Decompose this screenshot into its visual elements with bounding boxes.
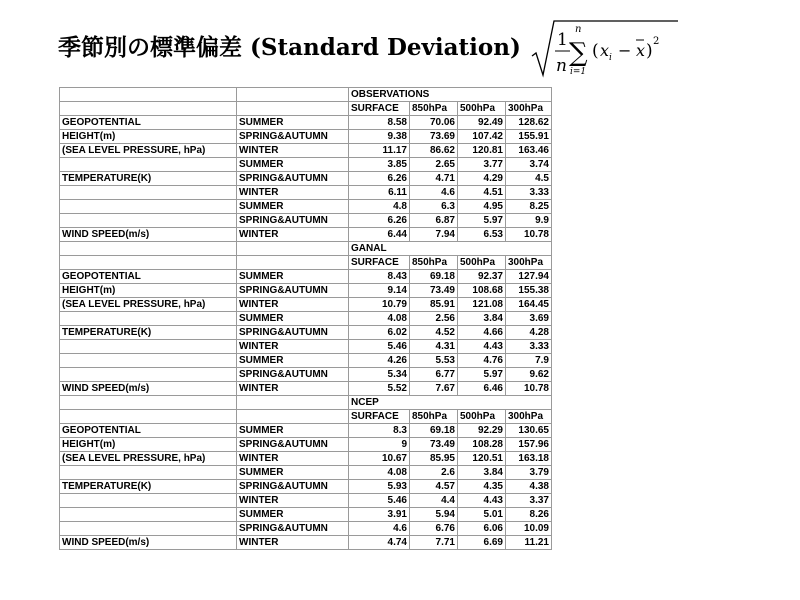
season-label: SUMMER [237, 424, 349, 438]
table-row [60, 228, 552, 242]
value-cell: 69.18 [410, 424, 458, 438]
value-cell: 4.43 [458, 494, 506, 508]
title-japanese: 季節別の標準偏差 [58, 35, 242, 61]
value-cell: 4.08 [349, 312, 410, 326]
value-cell: 2.6 [410, 466, 458, 480]
value-cell: 5.94 [410, 508, 458, 522]
value-cell: 11.17 [349, 144, 410, 158]
value-cell: 8.26 [506, 508, 552, 522]
value-cell: 8.3 [349, 424, 410, 438]
season-label: WINTER [237, 298, 349, 312]
value-cell: 7.71 [410, 536, 458, 550]
season-label: SPRING&AUTUMN [237, 326, 349, 340]
value-cell: 92.37 [458, 270, 506, 284]
formula-minus: − [618, 41, 632, 60]
blank-cell [237, 102, 349, 116]
value-cell: 5.97 [458, 368, 506, 382]
column-header: 500hPa [458, 256, 506, 270]
value-cell: 3.77 [458, 158, 506, 172]
season-label: WINTER [237, 144, 349, 158]
column-header-row [60, 102, 552, 116]
variable-label: WIND SPEED(m/s) [60, 536, 237, 550]
season-label: SPRING&AUTUMN [237, 172, 349, 186]
season-label: SUMMER [237, 116, 349, 130]
value-cell: 157.96 [506, 438, 552, 452]
section-title: NCEP [349, 396, 552, 410]
value-cell: 3.91 [349, 508, 410, 522]
value-cell: 4.28 [506, 326, 552, 340]
table-row [60, 116, 552, 130]
value-cell: 3.37 [506, 494, 552, 508]
value-cell: 7.67 [410, 382, 458, 396]
season-label: SPRING&AUTUMN [237, 438, 349, 452]
blank-cell [237, 410, 349, 424]
variable-label: GEOPOTENTIAL [60, 424, 237, 438]
value-cell: 4.38 [506, 480, 552, 494]
season-label: SUMMER [237, 270, 349, 284]
column-header: 300hPa [506, 410, 552, 424]
blank-cell [60, 256, 237, 270]
variable-label [60, 354, 237, 368]
table-row [60, 508, 552, 522]
column-header: SURFACE [349, 410, 410, 424]
blank-cell [60, 396, 237, 410]
table-row [60, 424, 552, 438]
value-cell: 2.56 [410, 312, 458, 326]
season-label: SUMMER [237, 354, 349, 368]
value-cell: 3.84 [458, 466, 506, 480]
value-cell: 8.58 [349, 116, 410, 130]
value-cell: 4.51 [458, 186, 506, 200]
variable-label: WIND SPEED(m/s) [60, 228, 237, 242]
formula-denominator: n [556, 56, 567, 76]
variable-label [60, 508, 237, 522]
section-title-row [60, 242, 552, 256]
table-row [60, 284, 552, 298]
value-cell: 73.49 [410, 438, 458, 452]
std-dev-table [59, 87, 552, 550]
value-cell: 3.69 [506, 312, 552, 326]
value-cell: 4.5 [506, 172, 552, 186]
value-cell: 155.91 [506, 130, 552, 144]
value-cell: 92.29 [458, 424, 506, 438]
table-row [60, 536, 552, 550]
column-header: 300hPa [506, 256, 552, 270]
value-cell: 73.69 [410, 130, 458, 144]
value-cell: 5.01 [458, 508, 506, 522]
table-row [60, 522, 552, 536]
season-label: SPRING&AUTUMN [237, 480, 349, 494]
value-cell: 5.52 [349, 382, 410, 396]
variable-label [60, 522, 237, 536]
value-cell: 6.02 [349, 326, 410, 340]
variable-label: (SEA LEVEL PRESSURE, hPa) [60, 144, 237, 158]
value-cell: 6.69 [458, 536, 506, 550]
variable-label [60, 340, 237, 354]
table-row [60, 354, 552, 368]
value-cell: 6.11 [349, 186, 410, 200]
variable-label: WIND SPEED(m/s) [60, 382, 237, 396]
table-row [60, 158, 552, 172]
blank-cell [237, 256, 349, 270]
value-cell: 4.66 [458, 326, 506, 340]
season-label: SPRING&AUTUMN [237, 368, 349, 382]
formula-exponent: 2 [653, 36, 660, 47]
value-cell: 3.33 [506, 186, 552, 200]
value-cell: 6.76 [410, 522, 458, 536]
variable-label: TEMPERATURE(K) [60, 326, 237, 340]
column-header-row [60, 256, 552, 270]
value-cell: 4.35 [458, 480, 506, 494]
value-cell: 2.65 [410, 158, 458, 172]
value-cell: 6.26 [349, 172, 410, 186]
value-cell: 9.14 [349, 284, 410, 298]
season-label: WINTER [237, 536, 349, 550]
value-cell: 70.06 [410, 116, 458, 130]
value-cell: 4.57 [410, 480, 458, 494]
value-cell: 6.87 [410, 214, 458, 228]
season-label: SUMMER [237, 312, 349, 326]
value-cell: 155.38 [506, 284, 552, 298]
formula-xi: x [600, 41, 610, 60]
value-cell: 4.6 [410, 186, 458, 200]
value-cell: 10.67 [349, 452, 410, 466]
value-cell: 8.25 [506, 200, 552, 214]
value-cell: 10.09 [506, 522, 552, 536]
value-cell: 4.95 [458, 200, 506, 214]
value-cell: 6.77 [410, 368, 458, 382]
section-title: GANAL [349, 242, 552, 256]
value-cell: 4.52 [410, 326, 458, 340]
value-cell: 120.81 [458, 144, 506, 158]
value-cell: 85.95 [410, 452, 458, 466]
value-cell: 9.38 [349, 130, 410, 144]
std-dev-formula [530, 18, 680, 80]
sum-upper-limit: n [575, 24, 582, 35]
season-label: WINTER [237, 340, 349, 354]
value-cell: 7.9 [506, 354, 552, 368]
value-cell: 3.74 [506, 158, 552, 172]
value-cell: 127.94 [506, 270, 552, 284]
section-title-row [60, 396, 552, 410]
value-cell: 120.51 [458, 452, 506, 466]
variable-label: (SEA LEVEL PRESSURE, hPa) [60, 452, 237, 466]
value-cell: 121.08 [458, 298, 506, 312]
blank-cell [60, 102, 237, 116]
column-header: 850hPa [410, 102, 458, 116]
value-cell: 5.34 [349, 368, 410, 382]
variable-label: HEIGHT(m) [60, 438, 237, 452]
season-label: WINTER [237, 228, 349, 242]
value-cell: 3.85 [349, 158, 410, 172]
value-cell: 85.91 [410, 298, 458, 312]
blank-cell [60, 242, 237, 256]
value-cell: 6.46 [458, 382, 506, 396]
value-cell: 5.46 [349, 494, 410, 508]
variable-label: HEIGHT(m) [60, 130, 237, 144]
column-header: 300hPa [506, 102, 552, 116]
blank-cell [60, 88, 237, 102]
variable-label [60, 466, 237, 480]
value-cell: 164.45 [506, 298, 552, 312]
value-cell: 9.62 [506, 368, 552, 382]
value-cell: 4.26 [349, 354, 410, 368]
variable-label: TEMPERATURE(K) [60, 172, 237, 186]
value-cell: 6.26 [349, 214, 410, 228]
season-label: WINTER [237, 382, 349, 396]
value-cell: 5.97 [458, 214, 506, 228]
variable-label [60, 186, 237, 200]
value-cell: 11.21 [506, 536, 552, 550]
value-cell: 9 [349, 438, 410, 452]
title-english: (Standard Deviation) [242, 34, 521, 61]
table-row [60, 298, 552, 312]
value-cell: 69.18 [410, 270, 458, 284]
value-cell: 4.29 [458, 172, 506, 186]
value-cell: 6.3 [410, 200, 458, 214]
value-cell: 6.53 [458, 228, 506, 242]
table-row [60, 368, 552, 382]
table-row [60, 172, 552, 186]
value-cell: 92.49 [458, 116, 506, 130]
std-dev-table-body [60, 88, 552, 550]
table-row [60, 200, 552, 214]
season-label: SPRING&AUTUMN [237, 284, 349, 298]
column-header: 500hPa [458, 102, 506, 116]
table-row [60, 466, 552, 480]
value-cell: 8.43 [349, 270, 410, 284]
table-row [60, 214, 552, 228]
variable-label: TEMPERATURE(K) [60, 480, 237, 494]
table-row [60, 270, 552, 284]
value-cell: 6.06 [458, 522, 506, 536]
variable-label [60, 494, 237, 508]
value-cell: 4.31 [410, 340, 458, 354]
value-cell: 130.65 [506, 424, 552, 438]
variable-label [60, 200, 237, 214]
value-cell: 5.93 [349, 480, 410, 494]
section-title-row [60, 88, 552, 102]
value-cell: 4.4 [410, 494, 458, 508]
blank-cell [237, 396, 349, 410]
value-cell: 5.53 [410, 354, 458, 368]
value-cell: 4.76 [458, 354, 506, 368]
formula-numerator: 1 [557, 30, 568, 50]
table-row [60, 438, 552, 452]
formula-subscript-i: i [609, 53, 612, 63]
value-cell: 3.84 [458, 312, 506, 326]
blank-cell [237, 242, 349, 256]
value-cell: 6.44 [349, 228, 410, 242]
value-cell: 4.6 [349, 522, 410, 536]
value-cell: 9.9 [506, 214, 552, 228]
value-cell: 7.94 [410, 228, 458, 242]
value-cell: 4.74 [349, 536, 410, 550]
column-header: SURFACE [349, 256, 410, 270]
column-header: SURFACE [349, 102, 410, 116]
season-label: SPRING&AUTUMN [237, 214, 349, 228]
table-row [60, 452, 552, 466]
season-label: SUMMER [237, 200, 349, 214]
value-cell: 86.62 [410, 144, 458, 158]
value-cell: 4.71 [410, 172, 458, 186]
season-label: SPRING&AUTUMN [237, 522, 349, 536]
variable-label [60, 312, 237, 326]
table-row [60, 326, 552, 340]
season-label: SUMMER [237, 158, 349, 172]
formula-xbar: x [636, 41, 646, 60]
column-header: 850hPa [410, 410, 458, 424]
season-label: WINTER [237, 452, 349, 466]
column-header: 850hPa [410, 256, 458, 270]
value-cell: 4.08 [349, 466, 410, 480]
sum-sign: ∑ [569, 38, 588, 68]
variable-label: GEOPOTENTIAL [60, 270, 237, 284]
value-cell: 3.33 [506, 340, 552, 354]
section-title: OBSERVATIONS [349, 88, 552, 102]
value-cell: 108.68 [458, 284, 506, 298]
value-cell: 4.43 [458, 340, 506, 354]
table-row [60, 494, 552, 508]
formula-open-paren: ( [592, 41, 599, 61]
variable-label: (SEA LEVEL PRESSURE, hPa) [60, 298, 237, 312]
table-row [60, 312, 552, 326]
value-cell: 5.46 [349, 340, 410, 354]
variable-label: HEIGHT(m) [60, 284, 237, 298]
variable-label [60, 214, 237, 228]
table-row [60, 480, 552, 494]
blank-cell [237, 88, 349, 102]
value-cell: 107.42 [458, 130, 506, 144]
value-cell: 10.78 [506, 228, 552, 242]
season-label: WINTER [237, 494, 349, 508]
value-cell: 108.28 [458, 438, 506, 452]
value-cell: 73.49 [410, 284, 458, 298]
page-title [58, 33, 521, 63]
value-cell: 10.78 [506, 382, 552, 396]
blank-cell [60, 410, 237, 424]
table-row [60, 186, 552, 200]
table-row [60, 144, 552, 158]
variable-label [60, 158, 237, 172]
value-cell: 163.18 [506, 452, 552, 466]
value-cell: 4.8 [349, 200, 410, 214]
table-row [60, 340, 552, 354]
variable-label: GEOPOTENTIAL [60, 116, 237, 130]
table-row [60, 382, 552, 396]
season-label: SUMMER [237, 508, 349, 522]
season-label: WINTER [237, 186, 349, 200]
sum-lower-limit: i=1 [570, 67, 587, 77]
value-cell: 163.46 [506, 144, 552, 158]
season-label: SUMMER [237, 466, 349, 480]
value-cell: 128.62 [506, 116, 552, 130]
value-cell: 3.79 [506, 466, 552, 480]
table-row [60, 130, 552, 144]
formula-close-paren: ) [646, 41, 653, 61]
season-label: SPRING&AUTUMN [237, 130, 349, 144]
column-header-row [60, 410, 552, 424]
value-cell: 10.79 [349, 298, 410, 312]
variable-label [60, 368, 237, 382]
column-header: 500hPa [458, 410, 506, 424]
